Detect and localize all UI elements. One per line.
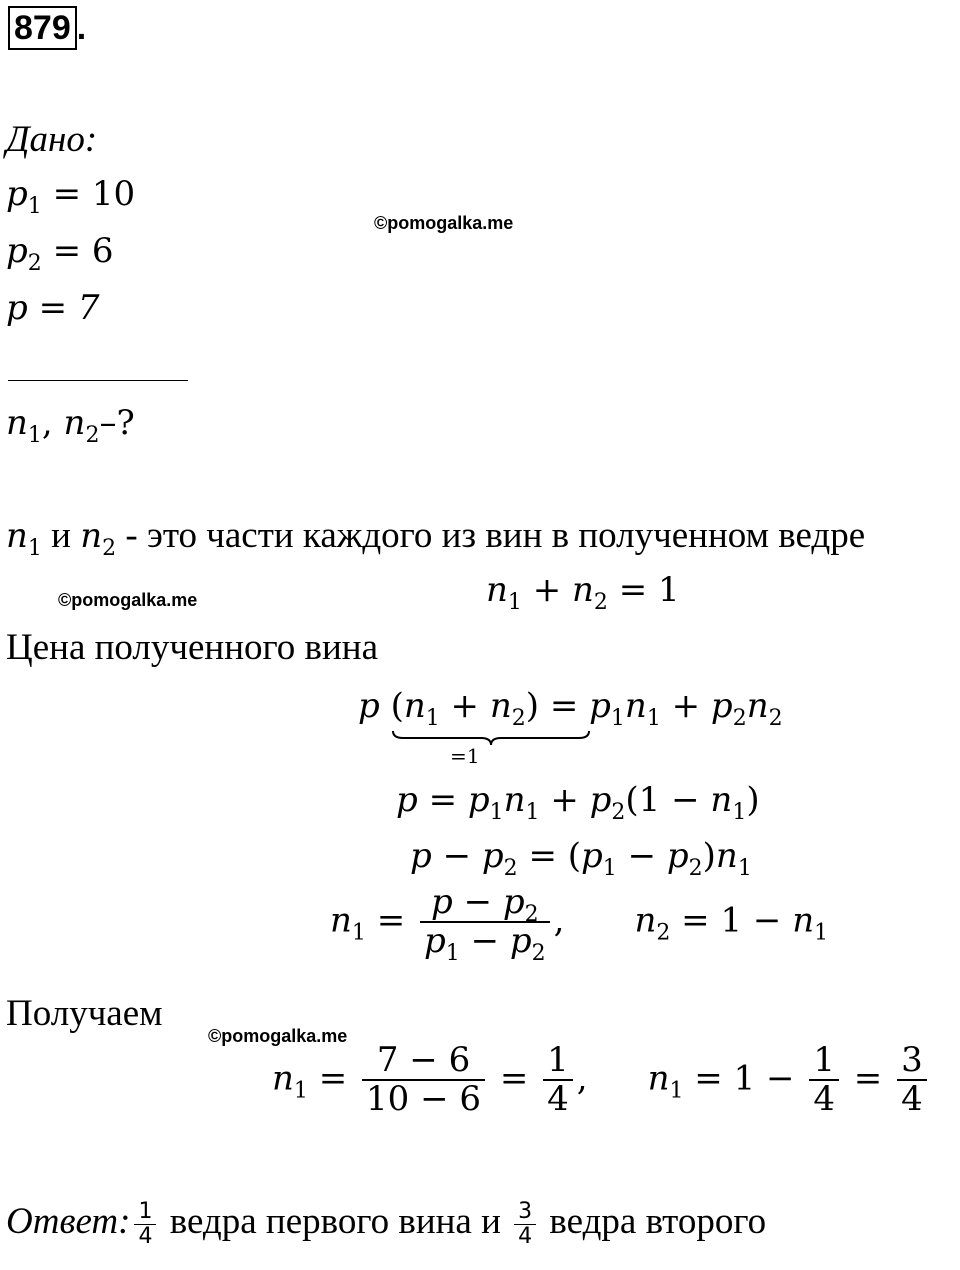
equation-2: $p = p_1n_1 + p_2(1 - n_1)$ [396,780,760,825]
equation-4: $n_1$ = $\frac{p - p_2}{p_1 - p_2}$ , $n_2 = 1 - n_1$ [330,882,829,967]
given-p: p = 7 [6,288,100,328]
fraction: $\frac{3}{4}$ [897,1042,927,1119]
answer-line: Ответ: $\frac{1}{4}$ ведра первого вина и $\frac{3}{4}$ ведра второго [6,1199,767,1250]
equation-3: $p - p_2 = (p_1 - p_2)n_1$ [410,836,752,881]
price-heading: Цена полученного вина [6,627,379,668]
fraction: $\frac{1}{4}$ [543,1042,573,1119]
underbrace-icon [391,730,591,746]
divider-line [8,380,188,381]
fraction: $\frac{3}{4}$ [514,1200,536,1249]
underbrace-group: $(n_1 + n_2)$ =1 [391,686,539,726]
equation-5: $n_1$ = $\frac{7 - 6}{10 - 6}$ = $\frac{1}{4}$ , $n_1 = 1$ − $\frac{1}{4}$ = $\frac{3}{4}$ [272,1042,931,1119]
underbrace-label: =1 [450,744,480,768]
equation-1: p $(n_1 + n_2)$ =1 = $p_1n_1 + p_2n_2$ [358,686,783,768]
given-p1: $p_1 = 10$ [6,174,136,219]
watermark: ©pomogalka.me [208,1026,348,1046]
sum-equation: $n_1 + n_2 = 1$ [486,570,680,615]
explanation-line: $n_1$ и $n_2$ - это части каждого из вин в полученном ведре [6,515,866,561]
problem-number-box: 879 [8,6,77,50]
answer-label: Ответ: [6,1201,131,1243]
find-line: $n_1$, $n_2-$? [6,403,135,448]
fraction: $\frac{p - p_2}{p_1 - p_2}$ [420,884,550,961]
watermark: ©pomogalka.me [374,213,514,233]
fraction: $\frac{1}{4}$ [134,1200,156,1249]
watermark: ©pomogalka.me [58,590,198,610]
fraction: $\frac{1}{4}$ [809,1042,839,1119]
problem-number [8,6,86,50]
given-label: Дано: [6,119,98,160]
given-p2: $p_2 = 6$ [6,231,114,276]
fraction: $\frac{7 - 6}{10 - 6}$ [362,1042,485,1119]
problem-number-dot: . [76,9,87,47]
result-heading: Получаем [6,993,163,1034]
